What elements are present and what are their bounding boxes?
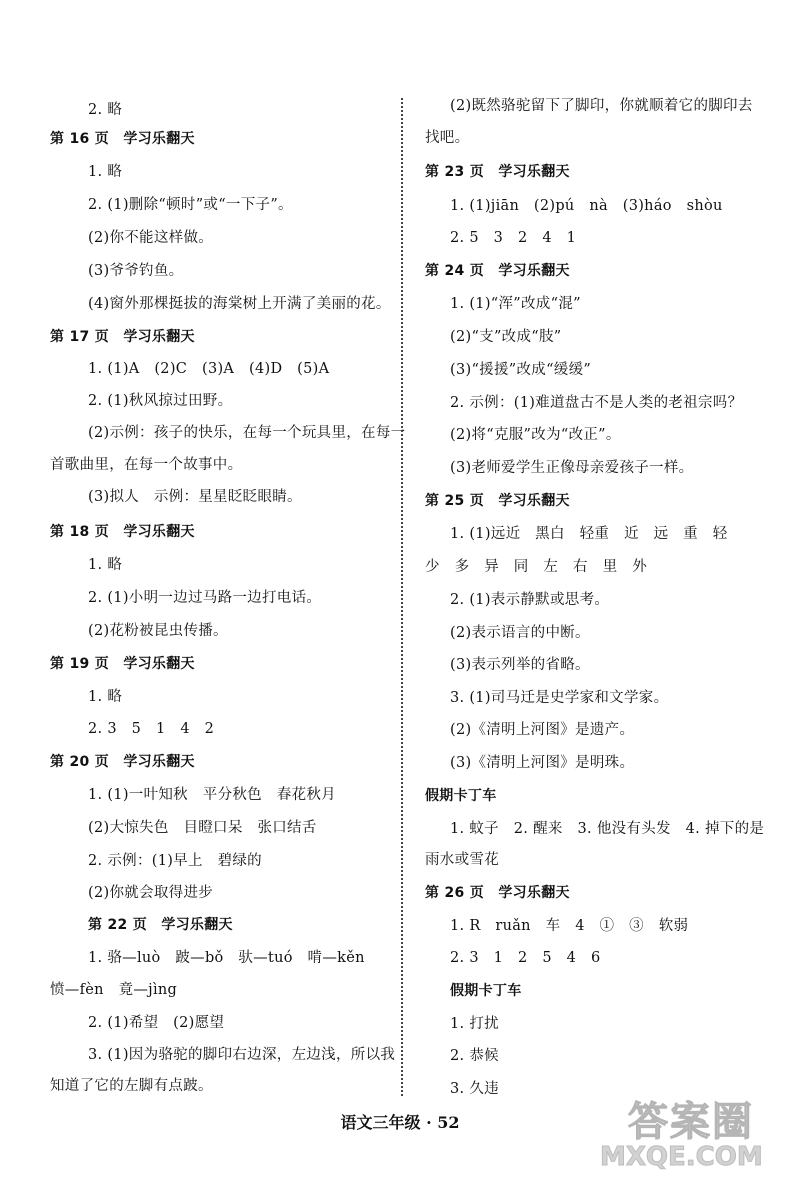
answer-line: 2. 示例：(1)早上 碧绿的 xyxy=(88,853,262,869)
answer-line: (4)窗外那棵挺拔的海棠树上开满了美丽的花。 xyxy=(88,296,391,312)
answer-line: (3)爷爷钓鱼。 xyxy=(88,263,184,279)
answer-line: 2. (1)表示静默或思考。 xyxy=(450,592,610,608)
section-heading: 第 22 页 学习乐翻天 xyxy=(88,917,233,933)
watermark-url: MXQE.COM xyxy=(600,1142,763,1172)
answer-line: 2. 3 1 2 5 4 6 xyxy=(450,950,601,966)
answer-line: 1. 骆—luò 跛—bǒ 驮—tuó 啃—kěn xyxy=(88,950,365,966)
answer-line: 3. (1)因为骆驼的脚印右边深，左边浅，所以我 xyxy=(88,1047,396,1063)
answer-line: (3)《清明上河图》是明珠。 xyxy=(450,755,635,771)
section-heading: 第 18 页 学习乐翻天 xyxy=(50,524,195,540)
answer-line: (3)“援援”改成“缓缓” xyxy=(450,362,592,378)
answer-line: 愤—fèn 竟—jìng xyxy=(50,982,178,998)
answer-line: 1. (1)一叶知秋 平分秋色 春花秋月 xyxy=(88,787,336,803)
answer-line: 1. 略 xyxy=(88,689,123,705)
answer-line: 1. 略 xyxy=(88,557,123,573)
section-heading: 第 23 页 学习乐翻天 xyxy=(425,164,570,180)
answer-line: (2)表示语言的中断。 xyxy=(450,625,590,641)
answer-line: (2)大惊失色 目瞪口呆 张口结舌 xyxy=(88,820,317,836)
section-heading: 第 26 页 学习乐翻天 xyxy=(425,885,570,901)
section-heading: 第 17 页 学习乐翻天 xyxy=(50,329,195,345)
answer-line: 知道了它的左脚有点跛。 xyxy=(50,1078,213,1094)
answer-line: 首歌曲里，在每一个故事中。 xyxy=(50,457,243,473)
page-footer: 语文三年级 · 52 xyxy=(340,1113,460,1132)
answer-line: 2. 5 3 2 4 1 xyxy=(450,230,577,246)
section-heading: 假期卡丁车 xyxy=(425,788,497,804)
answer-line: 1. R ruǎn 车 4 ① ③ 软弱 xyxy=(450,918,689,934)
section-heading: 第 19 页 学习乐翻天 xyxy=(50,656,195,672)
answer-line: 2. 3 5 1 4 2 xyxy=(88,721,215,737)
answer-line: 2. 恭候 xyxy=(450,1048,499,1064)
section-heading: 假期卡丁车 xyxy=(450,983,522,999)
answer-line: (2)《清明上河图》是遗产。 xyxy=(450,722,635,738)
answer-line: (2)既然骆驼留下了脚印，你就顺着它的脚印去 xyxy=(450,98,753,114)
section-heading: 第 24 页 学习乐翻天 xyxy=(425,263,570,279)
answer-line: 少 多 异 同 左 右 里 外 xyxy=(425,559,647,575)
answer-line: (2)花粉被昆虫传播。 xyxy=(88,623,228,639)
answer-line: 2. (1)秋风掠过田野。 xyxy=(88,393,233,409)
section-heading: 第 20 页 学习乐翻天 xyxy=(50,754,195,770)
answer-line: 3. 久违 xyxy=(450,1081,499,1097)
section-heading: 第 16 页 学习乐翻天 xyxy=(50,131,195,147)
answer-line: 2. (1)删除“顿时”或“一下子”。 xyxy=(88,197,293,213)
answer-line: 1. (1)A (2)C (3)A (4)D (5)A xyxy=(88,361,330,377)
answer-line: 1. 打扰 xyxy=(450,1016,499,1032)
answer-line: (3)拟人 示例：星星眨眨眼睛。 xyxy=(88,489,302,505)
section-heading: 第 25 页 学习乐翻天 xyxy=(425,493,570,509)
column-divider xyxy=(401,98,403,1096)
answer-line: (2)将“克服”改为“改正”。 xyxy=(450,427,621,443)
answer-line: 3. (1)司马迁是史学家和文学家。 xyxy=(450,690,669,706)
answer-line: 2. 示例：(1)难道盘古不是人类的老祖宗吗？ xyxy=(450,395,743,411)
answer-line: 找吧。 xyxy=(425,130,470,146)
answer-line: (2)你就会取得进步 xyxy=(88,885,214,901)
watermark-logo: 答案圈 xyxy=(628,1099,754,1145)
answer-line: 1. 蚊子 2. 醒来 3. 他没有头发 4. 掉下的是 xyxy=(450,821,765,837)
answer-line: 2. (1)希望 (2)愿望 xyxy=(88,1015,225,1031)
answer-line: 雨水或雪花 xyxy=(425,852,499,868)
answer-line: (3)老师爱学生正像母亲爱孩子一样。 xyxy=(450,460,694,476)
answer-line: (2)你不能这样做。 xyxy=(88,230,214,246)
answer-line: 1. (1)jiān (2)pú nà (3)háo shòu xyxy=(450,198,723,214)
answer-line: 1. (1)远近 黑白 轻重 近 远 重 轻 xyxy=(450,526,728,542)
answer-line: 1. 略 xyxy=(88,164,123,180)
answer-line: (2)示例：孩子的快乐，在每一个玩具里，在每一 xyxy=(88,425,406,441)
watermark xyxy=(592,1090,796,1176)
answer-line: 1. (1)“浑”改成“混” xyxy=(450,296,581,312)
answer-line: (3)表示列举的省略。 xyxy=(450,657,590,673)
answer-line: 2. (1)小明一边过马路一边打电话。 xyxy=(88,590,322,606)
answer-line: (2)“支”改成“肢” xyxy=(450,329,562,345)
answer-line: 2. 略 xyxy=(88,102,123,118)
